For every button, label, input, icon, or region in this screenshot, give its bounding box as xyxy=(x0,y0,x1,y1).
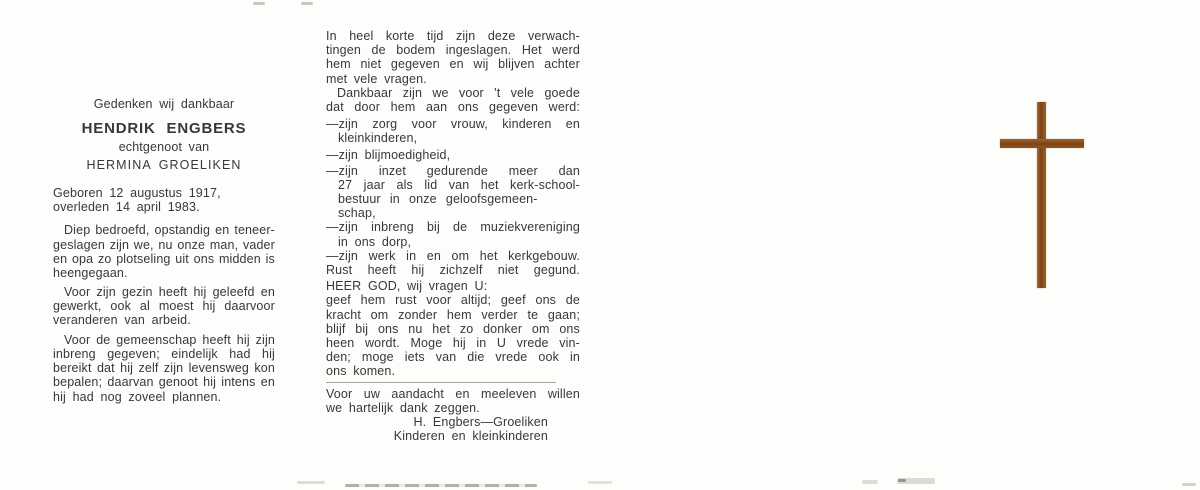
death-date: overleden 14 april 1983. xyxy=(53,200,200,215)
text-line: —zijn inzet gedurende meer dan xyxy=(326,163,580,178)
scan-smudge xyxy=(297,481,325,484)
signature-family: Kinderen en kleinkinderen xyxy=(393,429,548,444)
text-line: Rust heeft hij zichzelf niet gegund. xyxy=(326,263,580,277)
text-line: —zijn werk in en om het kerkgebouw. xyxy=(326,248,580,263)
scan-smudge xyxy=(898,479,906,482)
text-line: schap, xyxy=(338,206,376,221)
text-line: in ons dorp, xyxy=(338,234,412,249)
text-line: In heel korte tijd zijn deze verwach- xyxy=(326,29,580,43)
scan-smudge xyxy=(301,2,313,5)
scan-smudge xyxy=(862,480,878,484)
list-item xyxy=(326,249,580,263)
text-line: —zijn zorg voor vrouw, kinderen en xyxy=(326,117,580,132)
text-line: heen wordt. Moge hij in U vrede vin- xyxy=(326,335,580,350)
text-line: kleinkinderen, xyxy=(338,131,418,146)
text-line: veranderen van arbeid. xyxy=(53,313,191,328)
text-line: en opa zo plotseling uit ons midden is xyxy=(53,252,275,267)
list-item xyxy=(326,164,580,221)
middle-panel xyxy=(326,29,580,443)
relation-text: echtgenoot van xyxy=(118,140,210,155)
text-line: bereikt dat hij zelf zijn levensweg kon xyxy=(53,361,275,376)
paragraph xyxy=(53,333,275,404)
signature xyxy=(326,415,580,443)
intro-text: Gedenken wij dankbaar xyxy=(93,97,235,111)
text-line: 27 jaar als lid van het kerk-school- xyxy=(338,177,580,192)
thanks-paragraph xyxy=(326,387,580,415)
divider-line xyxy=(326,382,556,383)
text-line: Voor uw aandacht en meeleven willen xyxy=(326,386,580,401)
paragraph xyxy=(53,223,275,280)
text-line: Diep bedroefd, opstandig en teneer- xyxy=(64,223,275,238)
text-line: geef hem rust voor altijd; geef ons de xyxy=(326,293,580,308)
spouse-name: HERMINA GROELIKEN xyxy=(86,157,242,172)
cross-horizontal-bar xyxy=(1000,139,1084,148)
list-item xyxy=(326,148,580,162)
birth-date: Geboren 12 augustus 1917, xyxy=(53,185,221,200)
paragraph xyxy=(326,86,580,114)
list-item xyxy=(326,117,580,145)
text-line: heengegaan. xyxy=(53,266,128,281)
cross-vertical-bar xyxy=(1037,102,1046,288)
text-line: ons komen. xyxy=(326,364,396,379)
text-line: gewerkt, ook al moest hij daarvoor xyxy=(53,298,275,313)
text-line: hem niet gegeven en wij blijven achter xyxy=(326,57,580,72)
scan-smudge xyxy=(253,2,265,5)
text-line: inbreng gegeven; eindelijk had hij xyxy=(53,346,275,361)
prayer-heading: HEER GOD, wij vragen U: xyxy=(326,279,488,294)
text-line: met vele vragen. xyxy=(326,71,427,86)
scan-smudge xyxy=(588,481,612,484)
deceased-name: HENDRIK ENGBERS xyxy=(81,120,247,138)
text-line: —zijn blijmoedigheid, xyxy=(326,147,451,162)
text-line: Dankbaar zijn we voor 't vele goede xyxy=(337,85,580,100)
text-line: hij had nog zoveel plannen. xyxy=(53,389,222,404)
scan-smudge xyxy=(1182,483,1196,486)
paragraph xyxy=(53,285,275,328)
signature-name: H. Engbers—Groeliken xyxy=(413,414,548,429)
left-panel xyxy=(53,97,275,404)
text-line: kracht om zonder hem verder te gaan; xyxy=(326,307,580,322)
text-line: Voor zijn gezin heeft hij geleefd en xyxy=(64,284,275,299)
text-line: dat door hem aan ons gegeven werd: xyxy=(326,99,580,114)
text-line: blijf bij ons nu het zo donker om ons xyxy=(326,321,580,336)
paragraph xyxy=(326,29,580,86)
list-item xyxy=(326,220,580,248)
text-line: tingen de bodem ingeslagen. Het werd xyxy=(326,43,580,58)
text-line: we hartelijk dank zeggen. xyxy=(326,400,480,415)
prayer-paragraph xyxy=(326,293,580,378)
text-line: den; moge iets van die vrede ook in xyxy=(326,350,580,365)
scan-smudge xyxy=(345,484,537,487)
text-line: bepalen; daarvan genoot hij intens en xyxy=(53,375,275,390)
text-line: Voor de gemeenschap heeft hij zijn xyxy=(64,332,275,347)
text-line: bestuur in onze geloofsgemeen- xyxy=(338,192,538,207)
text-line: geslagen zijn we, nu onze man, vader xyxy=(53,237,275,252)
text-line: —zijn inbreng bij de muziekvereniging xyxy=(326,220,580,235)
